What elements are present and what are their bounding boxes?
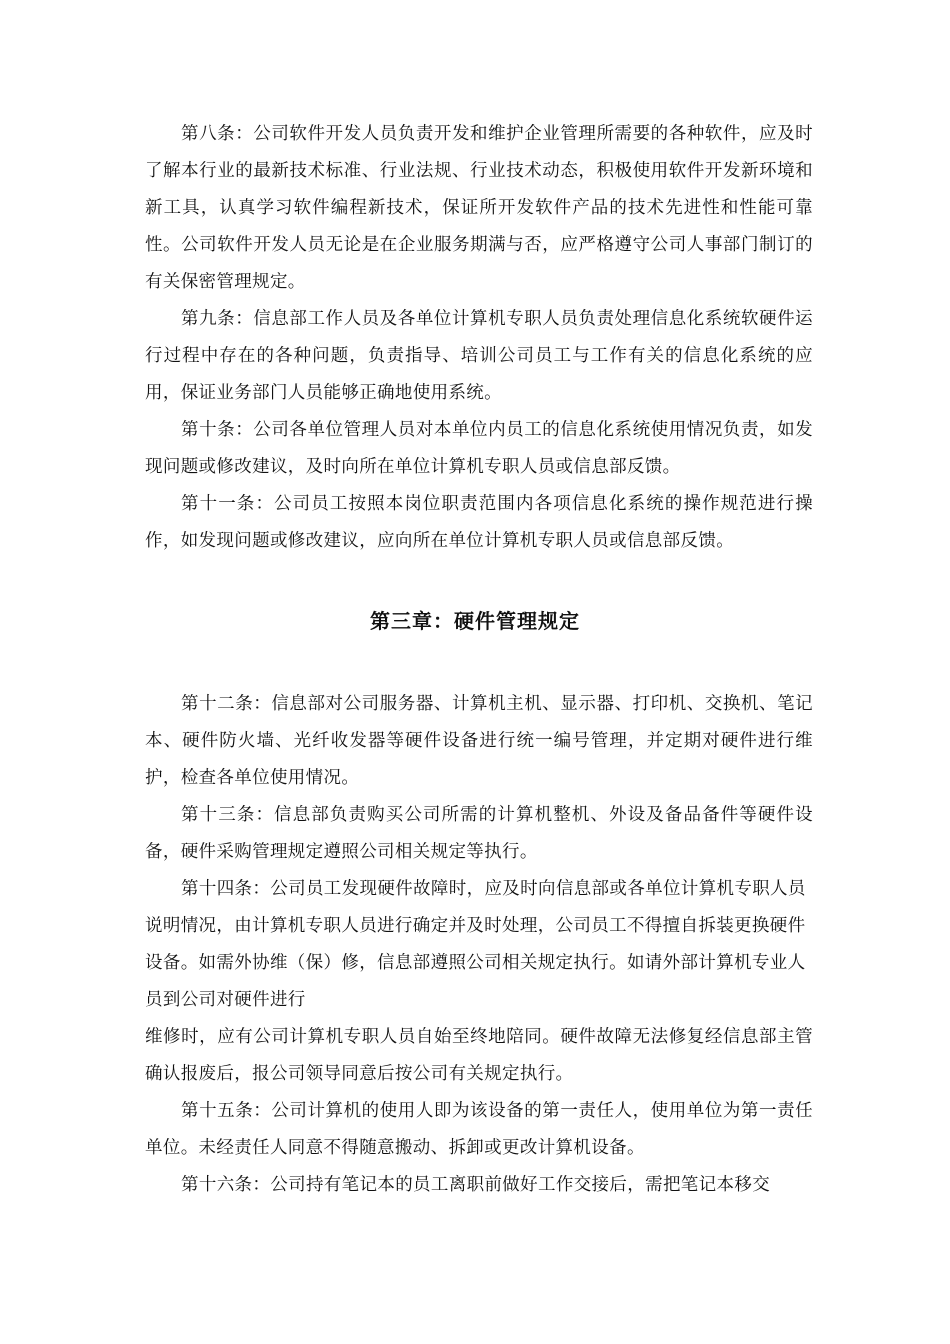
article-10: 第十条：公司各单位管理人员对本单位内员工的信息化系统使用情况负责，如发现问题或修改建议，及时向所在单位计算机专职人员或信息部反馈。 — [145, 420, 813, 477]
article-14-part-2: 维修时，应有公司计算机专职人员自始至终地陪同。硬件故障无法修复经信息部主管确认报废后，报公司领导同意后按公司有关规定执行。 — [145, 1027, 813, 1084]
articles-section-before — [145, 116, 813, 560]
article-14-part-1: 第十四条：公司员工发现硬件故障时，应及时向信息部或各单位计算机专职人员说明情况，由计算机专职人员进行确定并及时处理，公司员工不得擅自拆装更换硬件设备。如需外协维（保）修，信息部遵照公司相关规定执行。如请外部计算机专业人员到公司对硬件进行 — [145, 879, 806, 1010]
article-15: 第十五条：公司计算机的使用人即为该设备的第一责任人，使用单位为第一责任单位。未经责任人同意不得随意搬动、拆卸或更改计算机设备。 — [145, 1101, 813, 1158]
articles-section-after — [145, 686, 813, 1204]
article-11: 第十一条：公司员工按照本岗位职责范围内各项信息化系统的操作规范进行操作，如发现问题或修改建议，应向所在单位计算机专职人员或信息部反馈。 — [145, 494, 813, 551]
article-12: 第十二条：信息部对公司服务器、计算机主机、显示器、打印机、交换机、笔记本、硬件防火墙、光纤收发器等硬件设备进行统一编号管理，并定期对硬件进行维护，检查各单位使用情况。 — [145, 694, 813, 788]
article-9: 第九条：信息部工作人员及各单位计算机专职人员负责处理信息化系统软硬件运行过程中存在的各种问题，负责指导、培训公司员工与工作有关的信息化系统的应用，保证业务部门人员能够正确地使用系统。 — [145, 309, 813, 403]
article-16: 第十六条：公司持有笔记本的员工离职前做好工作交接后，需把笔记本移交 — [181, 1175, 771, 1195]
chapter-title: 第三章：硬件管理规定 — [370, 609, 580, 633]
article-13: 第十三条：信息部负责购买公司所需的计算机整机、外设及备品备件等硬件设备，硬件采购管理规定遵照公司相关规定等执行。 — [145, 805, 813, 862]
article-8: 第八条：公司软件开发人员负责开发和维护企业管理所需要的各种软件，应及时了解本行业的最新技术标准、行业法规、行业技术动态，积极使用软件开发新环境和新工具，认真学习软件编程新技术，保证所开发软件产品的技术先进性和性能可靠性。公司软件开发人员无论是在企业服务期满与否，应严格遵守公司人事部门制订的有关保密管理规定。 — [145, 124, 813, 292]
